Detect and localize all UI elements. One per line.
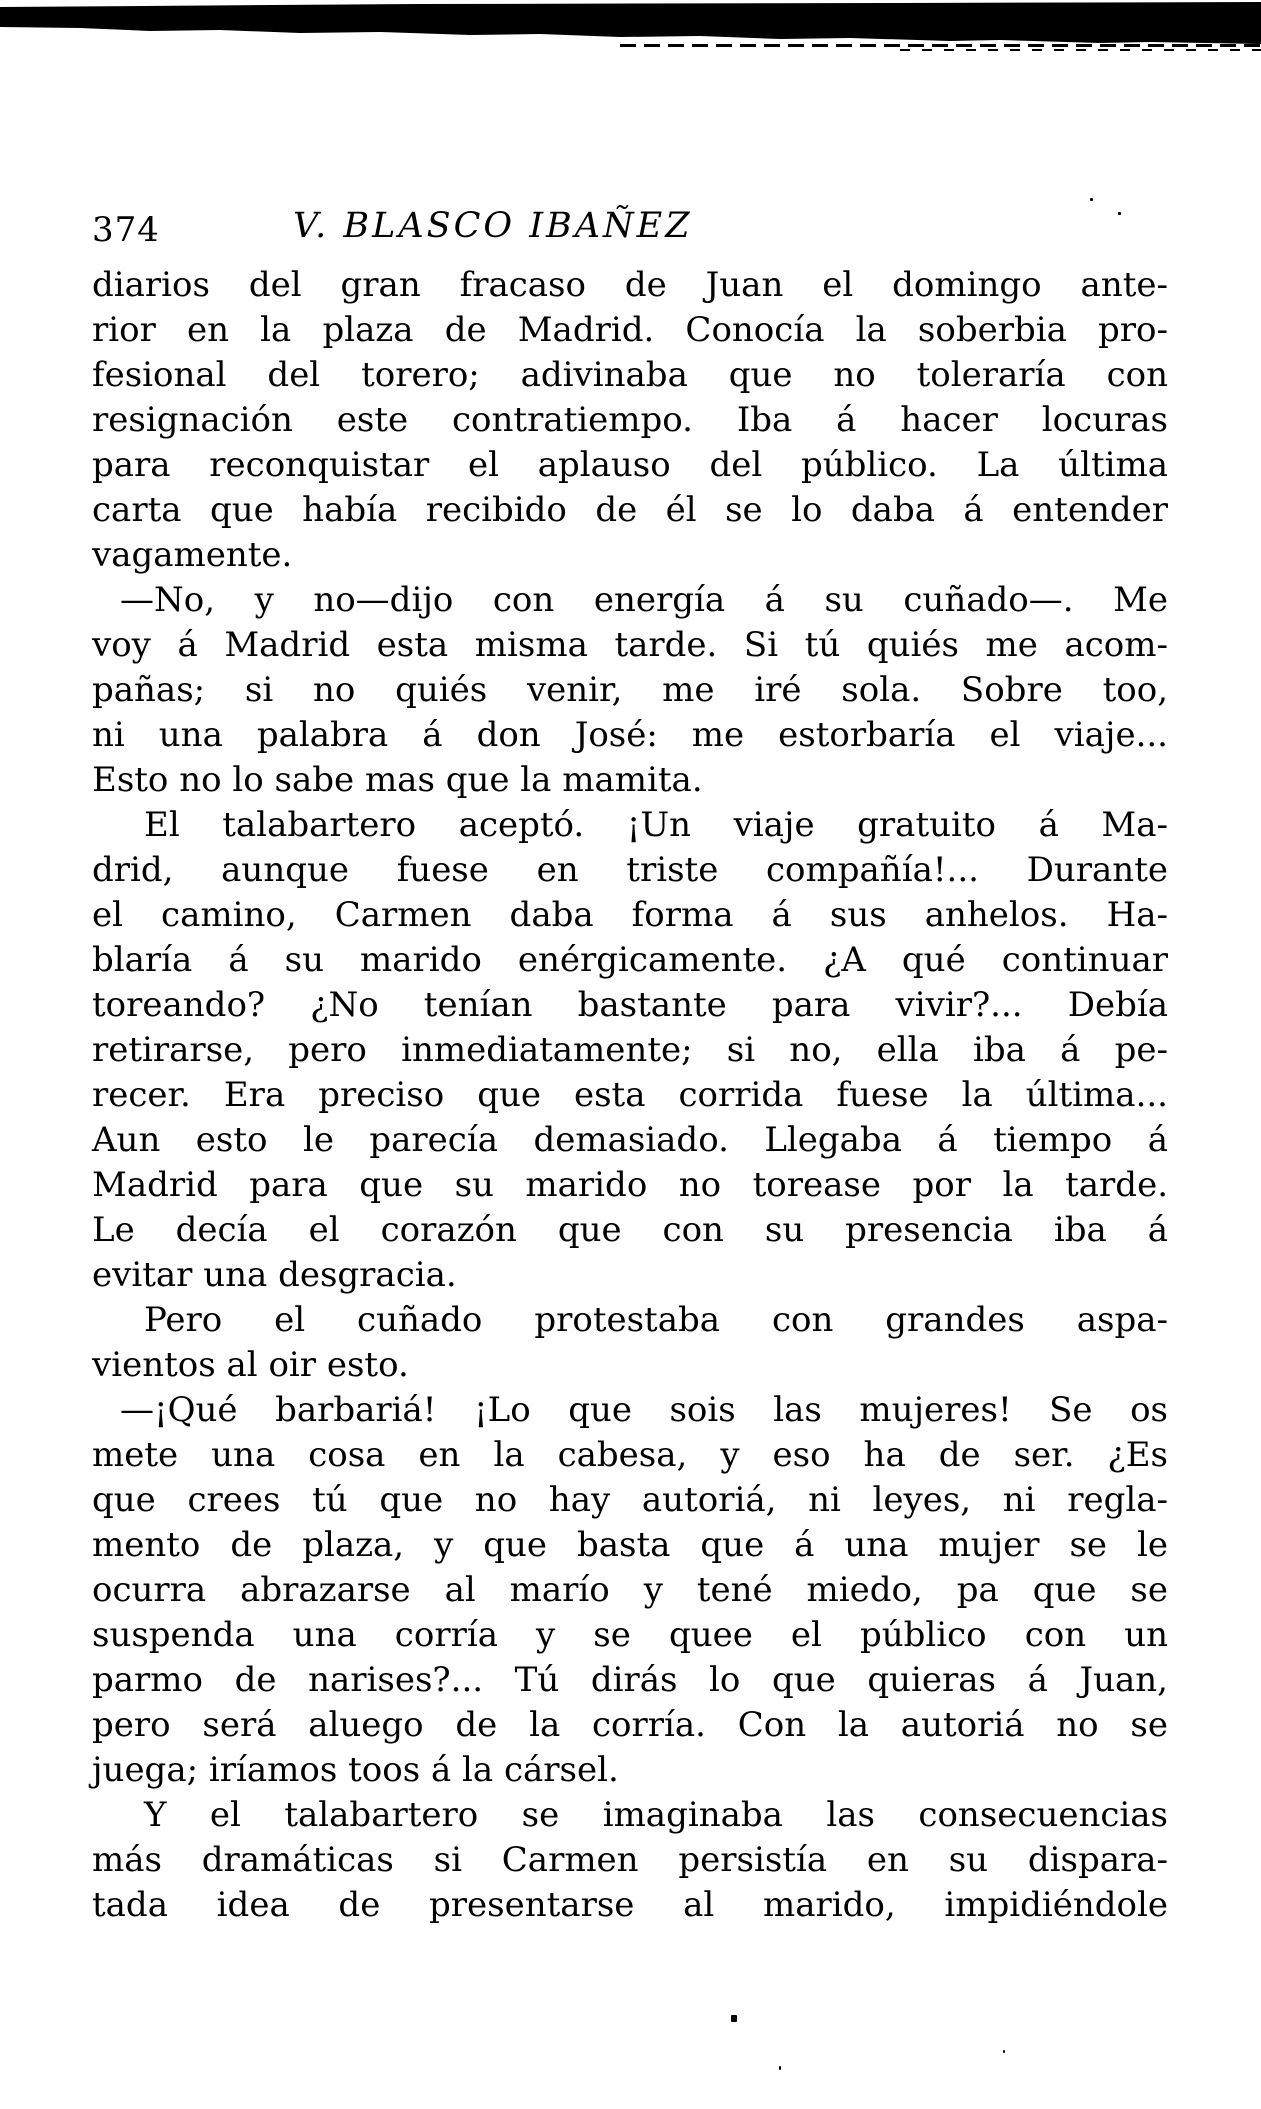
ink-speck xyxy=(1003,2050,1005,2053)
text-line: el camino, Carmen daba forma á sus anhelos. Ha- xyxy=(92,895,1168,935)
running-title: V. BLASCO IBAÑEZ xyxy=(293,206,693,246)
text-line: ni una palabra á don José: me estorbaría el viaje... xyxy=(92,715,1168,755)
paragraph xyxy=(92,1793,1168,1928)
text-line: resignación este contratiempo. Iba á hacer locuras xyxy=(92,400,1168,440)
ink-speck xyxy=(1090,198,1093,201)
text-line: para reconquistar el aplauso del público. La última xyxy=(92,445,1168,485)
text-line: carta que había recibido de él se lo daba á entender xyxy=(92,490,1168,530)
page-text-block xyxy=(92,263,1168,1928)
paragraph xyxy=(92,578,1168,803)
text-line: diarios del gran fracaso de Juan el domingo ante- xyxy=(92,265,1168,305)
text-line: rior en la plaza de Madrid. Conocía la soberbia pro- xyxy=(92,310,1168,350)
text-line: drid, aunque fuese en triste compañía!... Durante xyxy=(92,850,1168,890)
ink-speck xyxy=(1118,212,1121,215)
text-line: blaría á su marido enérgicamente. ¿A qué continuar xyxy=(92,940,1168,980)
text-line: fesional del torero; adivinaba que no toleraría con xyxy=(92,355,1168,395)
text-line: retirarse, pero inmediatamente; si no, ella iba á pe- xyxy=(92,1030,1168,1070)
text-line: Madrid para que su marido no torease por la tarde. xyxy=(92,1165,1168,1205)
text-line: Esto no lo sabe mas que la mamita. xyxy=(92,760,703,800)
text-line: Pero el cuñado protestaba con grandes aspa- xyxy=(144,1300,1168,1340)
text-line: pero será aluego de la corría. Con la autoriá no se xyxy=(92,1705,1168,1745)
text-line: voy á Madrid esta misma tarde. Si tú quiés me acom- xyxy=(92,625,1168,665)
paragraph xyxy=(92,803,1168,1298)
paragraph xyxy=(92,1388,1168,1793)
text-line: parmo de narises?... Tú dirás lo que quieras á Juan, xyxy=(92,1660,1168,1700)
text-line: —¡Qué barbariá! ¡Lo que sois las mujeres! Se os xyxy=(120,1390,1168,1430)
text-line: Y el talabartero se imaginaba las consecuencias xyxy=(144,1795,1168,1835)
text-line: —No, y no—dijo con energía á su cuñado—. Me xyxy=(120,580,1168,620)
ink-speck xyxy=(779,2066,781,2070)
scan-artifact-top-bar xyxy=(0,2,1261,48)
text-line: Aun esto le parecía demasiado. Llegaba á tiempo á xyxy=(92,1120,1168,1160)
text-line: pañas; si no quiés venir, me iré sola. Sobre too, xyxy=(92,670,1168,710)
page-header xyxy=(0,206,1261,252)
text-line: suspenda una corría y se quee el público con un xyxy=(92,1615,1168,1655)
text-line: Le decía el corazón que con su presencia iba á xyxy=(92,1210,1168,1250)
scan-artifact-streak xyxy=(900,49,1261,51)
text-line: vientos al oir esto. xyxy=(92,1345,409,1385)
page-number: 374 xyxy=(92,210,160,250)
text-line: más dramáticas si Carmen persistía en su dispara- xyxy=(92,1840,1168,1880)
text-line: juega; iríamos toos á la cársel. xyxy=(92,1750,619,1790)
text-line: mete una cosa en la cabesa, y eso ha de ser. ¿Es xyxy=(92,1435,1168,1475)
text-line: toreando? ¿No tenían bastante para vivir?... Debía xyxy=(92,985,1168,1025)
text-line: vagamente. xyxy=(92,535,293,575)
paragraph xyxy=(92,263,1168,578)
text-line: El talabartero aceptó. ¡Un viaje gratuito á Ma- xyxy=(144,805,1168,845)
ink-speck xyxy=(731,2015,737,2022)
text-line: ocurra abrazarse al marío y tené miedo, pa que se xyxy=(92,1570,1168,1610)
text-line: tada idea de presentarse al marido, impidiéndole xyxy=(92,1885,1168,1925)
text-line: recer. Era preciso que esta corrida fuese la última... xyxy=(92,1075,1168,1115)
scan-artifact-streak xyxy=(620,44,1261,47)
paragraph xyxy=(92,1298,1168,1388)
text-line: mento de plaza, y que basta que á una mujer se le xyxy=(92,1525,1168,1565)
text-line: evitar una desgracia. xyxy=(92,1255,457,1295)
text-line: que crees tú que no hay autoriá, ni leyes, ni regla- xyxy=(92,1480,1168,1520)
